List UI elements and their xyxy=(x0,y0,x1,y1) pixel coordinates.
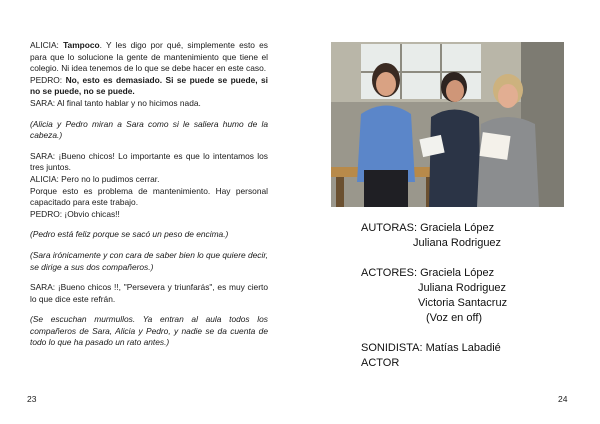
credits xyxy=(361,221,581,371)
dialogue-line: SARA: Al final tanto hablar y no hicimos nada. xyxy=(30,97,201,108)
credit-autoras-2: Juliana Rodriguez xyxy=(413,237,502,249)
dialogue-line: ALICIA: Pero no lo pudimos cerrar. xyxy=(30,173,160,184)
credit-actores-3-note: (Voz en off) xyxy=(426,312,483,324)
page-number-right: 24 xyxy=(558,394,568,404)
dialogue-line: Porque esto es problema de mantenimiento. Hay personal capacitado para este trabajo. xyxy=(30,185,268,208)
script-text xyxy=(30,40,268,349)
credit-actor: ACTOR xyxy=(361,357,400,369)
dialogue-line: SARA: ¡Bueno chicos !!, "Persevera y triunfarás", es muy cierto lo que dice este refrán. xyxy=(30,282,268,304)
stage-direction: (Sara irónicamente y con cara de saber bien lo que quiere decir, se dirige a sus dos compañeros.) xyxy=(30,249,268,272)
page-number-left: 23 xyxy=(27,394,37,404)
stage-direction: (Pedro está feliz porque se sacó un peso de encima.) xyxy=(30,229,229,240)
credit-actores: ACTORES: Graciela López xyxy=(361,267,495,279)
dialogue-line: SARA: ¡Bueno chicos! Lo importante es que lo intentamos los tres juntos. xyxy=(30,150,268,173)
credit-actores-2: Juliana Rodriguez xyxy=(418,282,507,294)
stage-direction: (Se escuchan murmullos. Ya entran al aula todos los compañeros de Sara, Alicia y Pedro, y nadie se da cuenta de todo lo que ha pasado un rato antes.) xyxy=(30,314,268,348)
stage-direction: (Alicia y Pedro miran a Sara como si le saliera humo de la cabeza.) xyxy=(30,118,268,141)
dialogue-line: PEDRO: No, esto es demasiado. Si se puede se puede, si no se puede, no se puede. xyxy=(30,74,269,97)
dialogue-line: ALICIA: Tampoco. Y les digo por qué, simplemente esto es para que lo solucione la gente de mantenimiento que tiene el colegio. Ni idea tenemos de lo que se debe hacer en este caso. xyxy=(30,40,268,74)
credit-autoras: AUTORAS: Graciela López xyxy=(361,222,495,234)
credit-sonidista: SONIDISTA: Matías Labadié xyxy=(361,342,501,354)
credit-actores-3: Victoria Santacruz xyxy=(418,297,508,309)
photo-three-actors xyxy=(331,42,564,207)
dialogue-line: PEDRO: ¡Obvio chicas!! xyxy=(30,208,120,219)
